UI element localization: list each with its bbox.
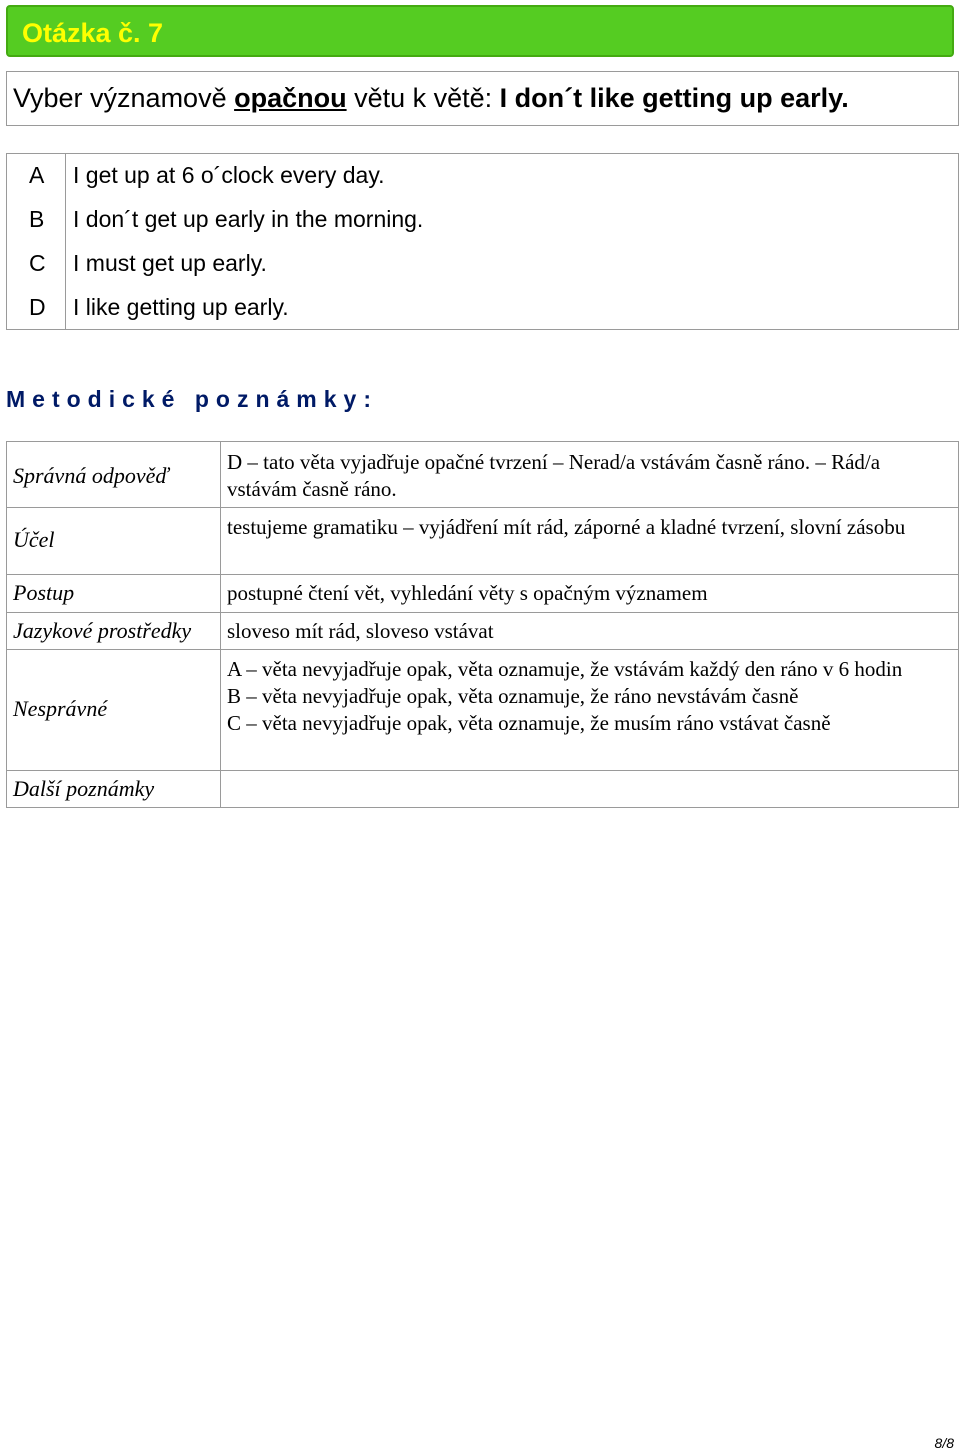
correct-answer-value: D – tato věta vyjadřuje opačné tvrzení – Nerad/a vstávám časně ráno. – Rád/a vstávám časně ráno.	[227, 450, 881, 501]
question-number-title: Otázka č. 7	[22, 18, 164, 48]
question-prefix: Vyber významově	[13, 83, 235, 113]
procedure-label: Postup	[13, 580, 75, 605]
language-means-label: Jazykové prostředky	[13, 618, 192, 643]
question-sentence: I don´t like getting up early.	[499, 83, 849, 113]
question-header-bar	[6, 5, 954, 57]
row-divider	[7, 507, 958, 508]
incorrect-line-a: A – věta nevyjadřuje opak, věta oznamuje, že vstávám každý den ráno v 6 hodin	[227, 657, 903, 681]
option-d[interactable]	[7, 286, 958, 330]
option-letter: D	[29, 294, 46, 320]
option-text: I like getting up early.	[73, 294, 289, 320]
page-number: 8/8	[934, 1435, 954, 1451]
purpose-label: Účel	[13, 527, 55, 552]
language-means-value: sloveso mít rád, sloveso vstávat	[227, 619, 494, 643]
row-divider	[7, 649, 958, 650]
methodical-notes-heading: Metodické poznámky:	[6, 386, 378, 412]
procedure-value: postupné čtení vět, vyhledání věty s opačným významem	[227, 581, 708, 605]
option-text: I get up at 6 o´clock every day.	[73, 162, 385, 188]
option-c[interactable]	[7, 242, 958, 286]
further-notes-label: Další poznámky	[13, 776, 155, 801]
question-emphasis: opačnou	[234, 83, 347, 113]
option-text: I must get up early.	[73, 250, 267, 276]
question-middle: větu k větě:	[346, 83, 500, 113]
methodical-notes-table	[6, 441, 959, 808]
purpose-value: testujeme gramatiku – vyjádření mít rád, záporné a kladné tvrzení, slovní zásobu	[227, 515, 906, 539]
option-a[interactable]	[7, 154, 958, 198]
row-divider	[7, 574, 958, 575]
row-divider	[7, 770, 958, 771]
option-letter: B	[29, 206, 45, 232]
option-b[interactable]	[7, 198, 958, 242]
option-letter: C	[29, 250, 46, 276]
incorrect-line-b: B – věta nevyjadřuje opak, věta oznamuje, že ráno nevstávám časně	[227, 684, 799, 708]
options-table	[6, 153, 959, 330]
option-text: I don´t get up early in the morning.	[73, 206, 424, 232]
question-box	[6, 71, 959, 126]
row-divider	[7, 612, 958, 613]
question-text	[13, 83, 849, 114]
incorrect-line-c: C – věta nevyjadřuje opak, věta oznamuje, že musím ráno vstávat časně	[227, 711, 831, 735]
incorrect-value	[227, 656, 947, 737]
option-letter: A	[29, 162, 45, 188]
incorrect-label: Nesprávné	[13, 696, 108, 721]
correct-answer-label: Správná odpověď	[13, 463, 169, 488]
notes-divider	[220, 442, 221, 807]
